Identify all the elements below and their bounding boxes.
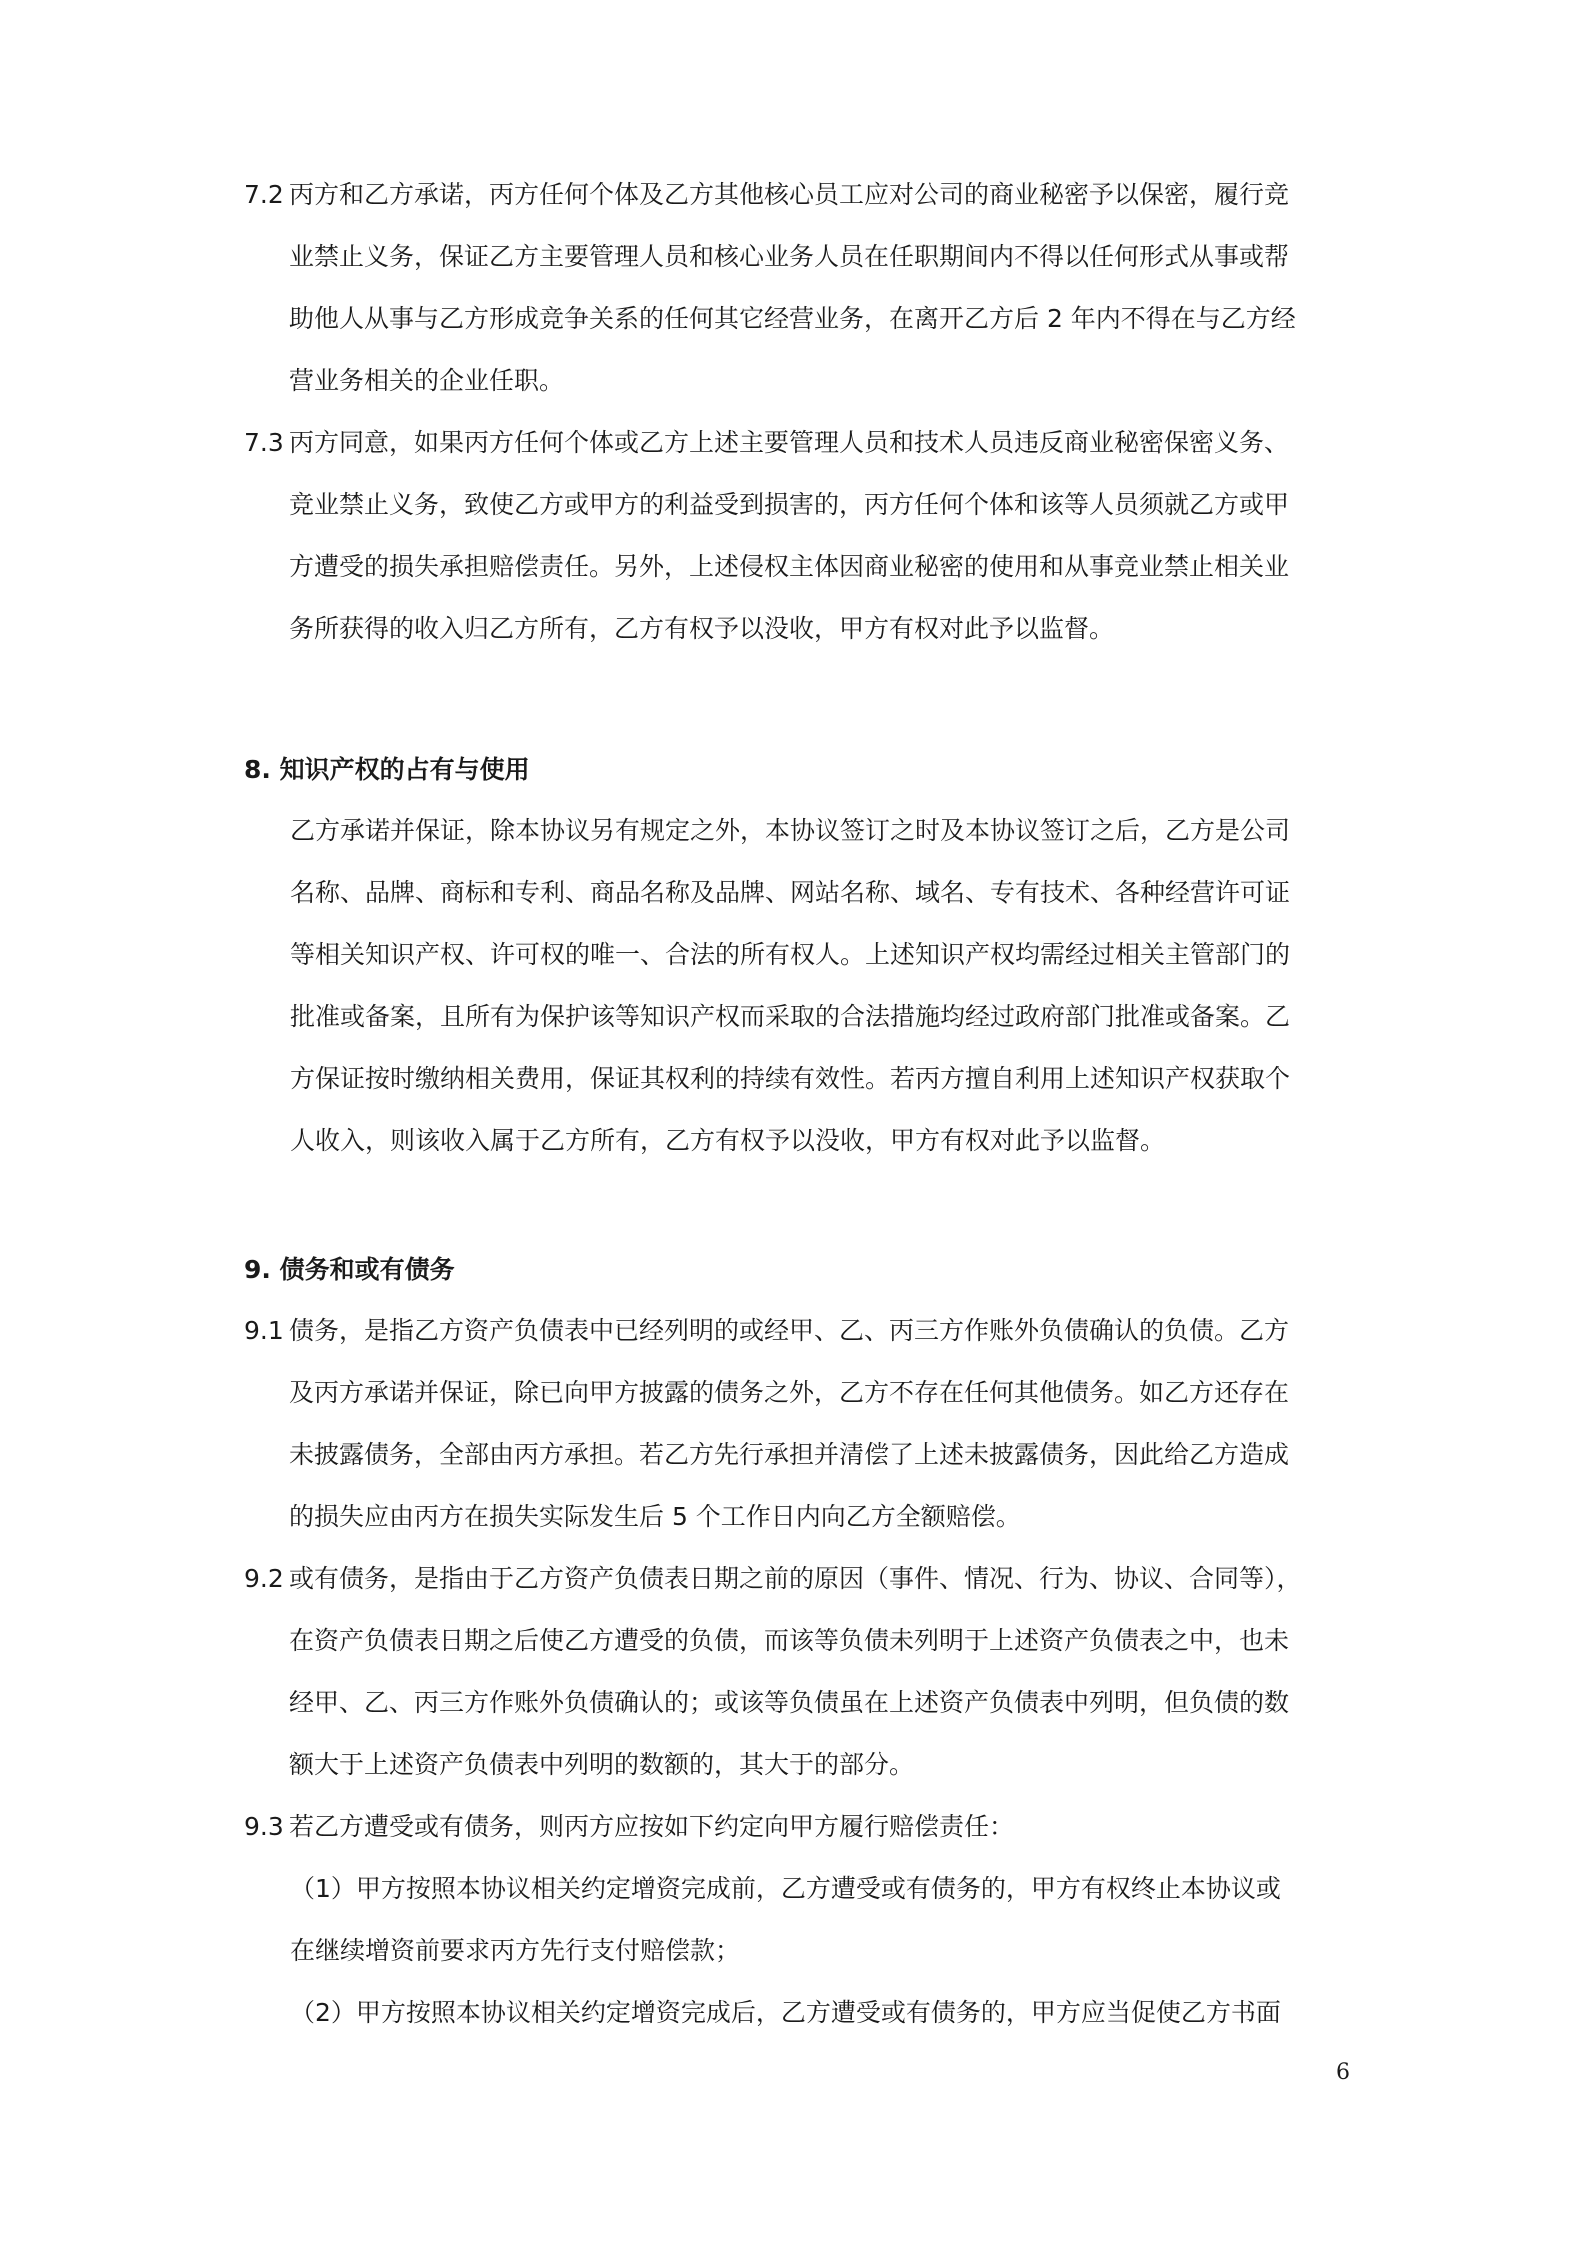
clause-number: 7.2 — [244, 180, 284, 209]
clause-number: 9.2 — [244, 1564, 284, 1593]
clause-7-3 — [244, 412, 1364, 660]
clause-number: 7.3 — [244, 428, 284, 457]
clause-9-1 — [244, 1300, 1364, 1548]
clause-line: 丙方和乙方承诺，丙方任何个体及乙方其他核心员工应对公司的商业秘密予以保密，履行竞 — [289, 180, 1290, 209]
clause-line: 在资产负债表日期之后使乙方遭受的负债，而该等负债未列明于上述资产负债表之中，也未 — [289, 1626, 1290, 1655]
item-line: （2）甲方按照本协议相关约定增资完成后，乙方遭受或有债务的，甲方应当促使乙方书面 — [290, 1998, 1281, 2027]
clause-line: 营业务相关的企业任职。 — [289, 366, 565, 395]
clause-line: 丙方同意，如果丙方任何个体或乙方上述主要管理人员和技术人员违反商业秘密保密义务、 — [289, 428, 1290, 457]
clause-line: 经甲、乙、丙三方作账外负债确认的；或该等负债虽在上述资产负债表中列明，但负债的数 — [289, 1688, 1290, 1717]
clause-line: 助他人从事与乙方形成竞争关系的任何其它经营业务，在离开乙方后 2 年内不得在与乙方经 — [289, 304, 1296, 333]
clause-line: 务所获得的收入归乙方所有，乙方有权予以没收，甲方有权对此予以监督。 — [289, 614, 1115, 643]
paragraph-line: 名称、品牌、商标和专利、商品名称及品牌、网站名称、域名、专有技术、各种经营许可证 — [290, 878, 1291, 907]
item-line: 在继续增资前要求丙方先行支付赔偿款； — [290, 1936, 741, 1965]
section-heading-9: 9. 债务和或有债务 — [244, 1255, 455, 1284]
clause-line: 及丙方承诺并保证，除已向甲方披露的债务之外，乙方不存在任何其他债务。如乙方还存在 — [289, 1378, 1290, 1407]
clause-line: 若乙方遭受或有债务，则丙方应按如下约定向甲方履行赔偿责任： — [289, 1812, 1015, 1841]
paragraph-line: 人收入，则该收入属于乙方所有，乙方有权予以没收，甲方有权对此予以监督。 — [290, 1126, 1166, 1155]
clause-9-2 — [244, 1548, 1364, 1796]
paragraph-line: 乙方承诺并保证，除本协议另有规定之外，本协议签订之时及本协议签订之后，乙方是公司 — [290, 816, 1291, 845]
section-8-paragraph — [290, 800, 1370, 1172]
clause-7-2 — [244, 164, 1364, 412]
clause-line: 方遭受的损失承担赔偿责任。另外，上述侵权主体因商业秘密的使用和从事竞业禁止相关业 — [289, 552, 1290, 581]
paragraph-line: 方保证按时缴纳相关费用，保证其权利的持续有效性。若丙方擅自利用上述知识产权获取个 — [290, 1064, 1291, 1093]
clause-line: 业禁止义务，保证乙方主要管理人员和核心业务人员在任职期间内不得以任何形式从事或帮 — [289, 242, 1290, 271]
page-number: 6 — [1336, 2060, 1350, 2085]
clause-line: 或有债务，是指由于乙方资产负债表日期之前的原因（事件、情况、行为、协议、合同等）， — [289, 1564, 1302, 1593]
paragraph-line: 批准或备案，且所有为保护该等知识产权而采取的合法措施均经过政府部门批准或备案。乙 — [290, 1002, 1291, 1031]
clause-9-3-item-1 — [290, 1858, 1370, 1982]
clause-number: 9.3 — [244, 1812, 284, 1841]
clause-line: 竞业禁止义务，致使乙方或甲方的利益受到损害的，丙方任何个体和该等人员须就乙方或甲 — [289, 490, 1290, 519]
clause-number: 9.1 — [244, 1316, 284, 1345]
clause-line: 的损失应由丙方在损失实际发生后 5 个工作日内向乙方全额赔偿。 — [289, 1502, 1021, 1531]
clause-line: 债务，是指乙方资产负债表中已经列明的或经甲、乙、丙三方作账外负债确认的负债。乙方 — [289, 1316, 1290, 1345]
paragraph-line: 等相关知识产权、许可权的唯一、合法的所有权人。上述知识产权均需经过相关主管部门的 — [290, 940, 1291, 969]
item-line: （1）甲方按照本协议相关约定增资完成前，乙方遭受或有债务的，甲方有权终止本协议或 — [290, 1874, 1281, 1903]
clause-line: 额大于上述资产负债表中列明的数额的，其大于的部分。 — [289, 1750, 915, 1779]
clause-9-3-item-2 — [290, 1982, 1370, 2044]
clause-9-3 — [244, 1796, 1364, 1858]
section-heading-8: 8. 知识产权的占有与使用 — [244, 755, 530, 784]
clause-line: 未披露债务，全部由丙方承担。若乙方先行承担并清偿了上述未披露债务，因此给乙方造成 — [289, 1440, 1290, 1469]
